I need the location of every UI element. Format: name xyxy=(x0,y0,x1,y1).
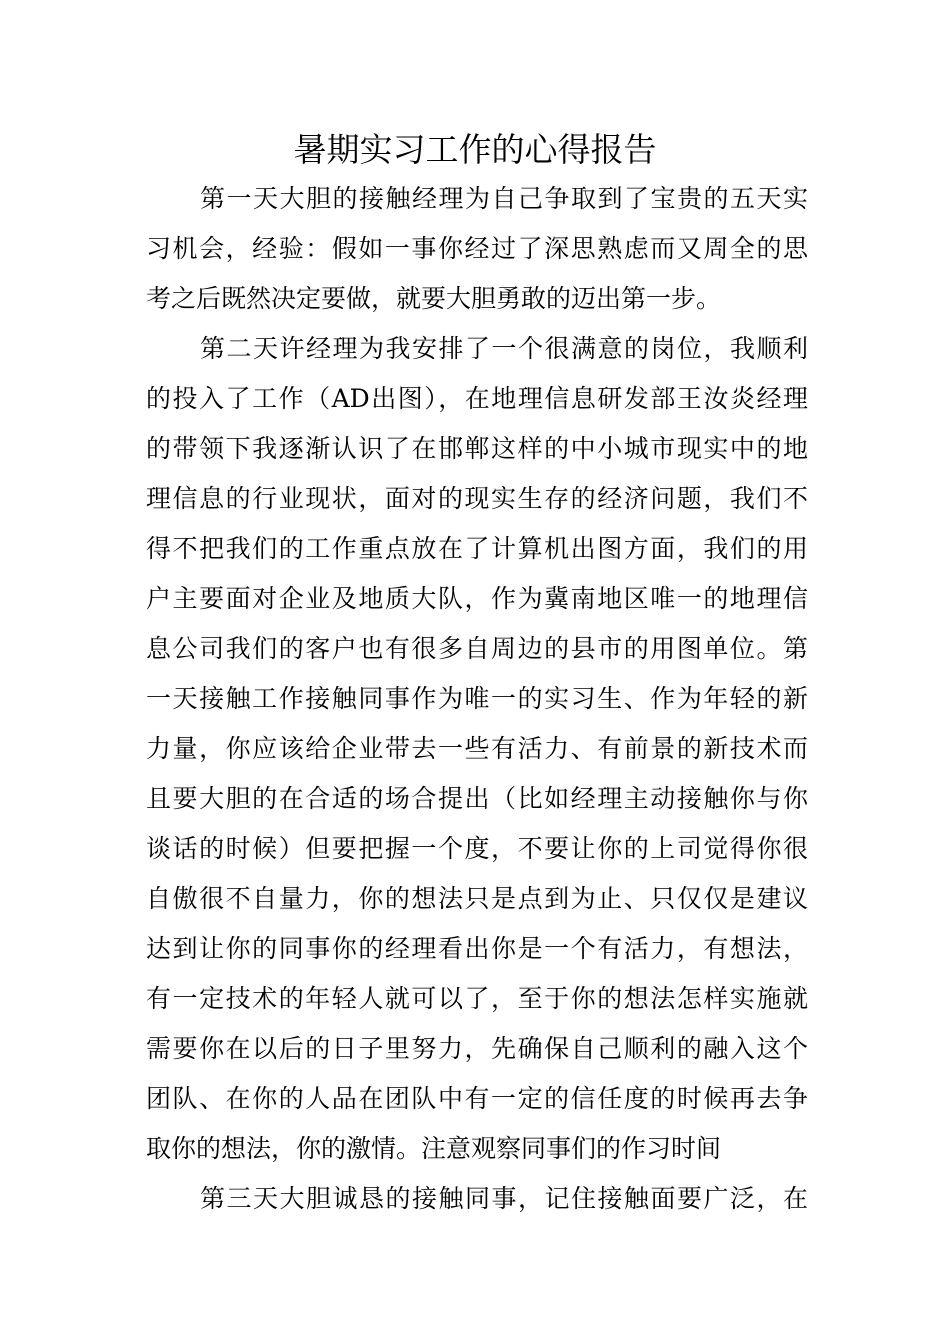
body-line: 理信息的行业现状，面对的现实生存的经济问题，我们不 xyxy=(146,484,808,513)
body-line: 取你的想法，你的激情。注意观察同事们的作习时间 xyxy=(146,1134,722,1163)
body-line: 达到让你的同事你的经理看出你是一个有活力，有想法， xyxy=(146,934,808,963)
body-line: 得不把我们的工作重点放在了计算机出图方面，我们的用 xyxy=(146,534,808,563)
body-line: 的投入了工作（AD出图），在地理信息研发部王汝炎经理 xyxy=(146,384,808,413)
body-line: 谈话的时候）但要把握一个度，不要让你的上司觉得你很 xyxy=(146,834,808,863)
body-line: 的带领下我逐渐认识了在邯郸这样的中小城市现实中的地 xyxy=(146,434,808,463)
body-line: 考之后既然决定要做，就要大胆勇敢的迈出第一步。 xyxy=(146,284,722,313)
body-line: 息公司我们的客户也有很多自周边的县市的用图单位。第 xyxy=(146,634,808,663)
body-line: 一天接触工作接触同事作为唯一的实习生、作为年轻的新 xyxy=(146,684,808,713)
body-line: 团队、在你的人品在团队中有一定的信任度的时候再去争 xyxy=(146,1084,808,1113)
body-line: 户主要面对企业及地质大队，作为冀南地区唯一的地理信 xyxy=(146,584,808,613)
body-line: 自傲很不自量力，你的想法只是点到为止、只仅仅是建议 xyxy=(146,884,808,913)
document-title: 暑期实习工作的心得报告 xyxy=(293,130,657,169)
body-line: 且要大胆的在合适的场合提出（比如经理主动接触你与你 xyxy=(146,784,808,813)
body-line: 需要你在以后的日子里努力，先确保自己顺利的融入这个 xyxy=(146,1034,808,1063)
body-line: 第一天大胆的接触经理为自己争取到了宝贵的五天实 xyxy=(200,184,808,213)
body-line: 力量，你应该给企业带去一些有活力、有前景的新技术而 xyxy=(146,734,808,763)
body-line: 有一定技术的年轻人就可以了，至于你的想法怎样实施就 xyxy=(146,984,808,1013)
body-line: 习机会，经验：假如一事你经过了深思熟虑而又周全的思 xyxy=(146,234,808,263)
body-line: 第三天大胆诚恳的接触同事，记住接触面要广泛，在 xyxy=(200,1184,808,1213)
body-line: 第二天许经理为我安排了一个很满意的岗位，我顺利 xyxy=(200,334,808,363)
